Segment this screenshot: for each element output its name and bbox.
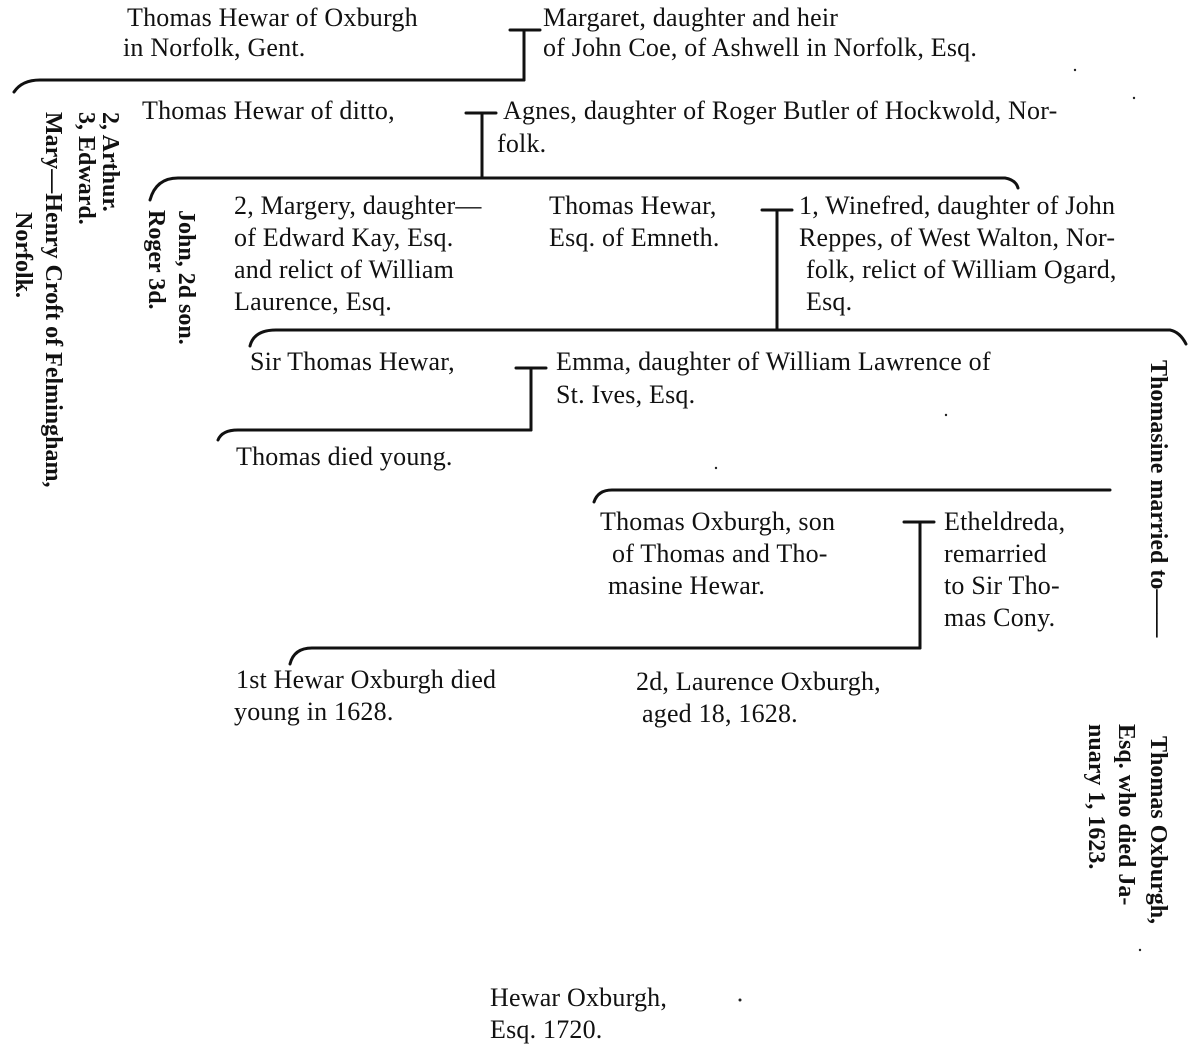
children-bracket-gen1 bbox=[14, 80, 524, 92]
children-bracket-gen3 bbox=[250, 330, 1186, 346]
thomasine-husband-line3: nuary 1, 1623. bbox=[1083, 724, 1109, 870]
gen2-sibling-arthur: 2, Arthur. bbox=[97, 112, 123, 212]
gen3-second-wife-line1: 2, Margery, daughter— bbox=[234, 191, 482, 220]
gen5-wife-line4: mas Cony. bbox=[944, 603, 1056, 632]
thomasine-husband-line2: Esq. who died Ja- bbox=[1113, 724, 1139, 906]
gen6-second-son-line2: aged 18, 1628. bbox=[642, 699, 798, 728]
gen4-wife-line2: St. Ives, Esq. bbox=[556, 380, 696, 409]
gen3-first-wife-line1: 1, Winefred, daughter of John bbox=[799, 191, 1116, 220]
children-bracket-gen4 bbox=[218, 430, 531, 440]
gen5-wife-line3: to Sir Tho- bbox=[944, 571, 1060, 600]
gen2-husband: Thomas Hewar of ditto, bbox=[142, 96, 395, 125]
gen1-wife-line1: Margaret, daughter and heir bbox=[543, 3, 839, 32]
gen3-second-wife-line2: of Edward Kay, Esq. bbox=[234, 223, 454, 252]
gen4-child: Thomas died young. bbox=[236, 442, 453, 471]
gen5-husband-line2: of Thomas and Tho- bbox=[612, 539, 828, 568]
gen6-second-son-line1: 2d, Laurence Oxburgh, bbox=[636, 667, 881, 696]
gen7-descendant-line2: Esq. 1720. bbox=[490, 1015, 603, 1044]
gen4-wife-line1: Emma, daughter of William Lawrence of bbox=[556, 347, 991, 376]
gen5-husband-line3: masine Hewar. bbox=[608, 571, 766, 600]
gen5-wife-line1: Etheldreda, bbox=[944, 507, 1066, 536]
thomasine-husband-line1: Thomas Oxburgh, bbox=[1145, 736, 1171, 925]
gen3-husband-line2: Esq. of Emneth. bbox=[549, 223, 720, 252]
gen4-husband: Sir Thomas Hewar, bbox=[250, 347, 455, 376]
children-bracket-thomasine bbox=[594, 490, 1110, 502]
gen1-husband-line1: Thomas Hewar of Oxburgh bbox=[127, 3, 418, 32]
gen1-husband-line2: in Norfolk, Gent. bbox=[123, 33, 306, 62]
gen3-sibling-john: John, 2d son. bbox=[173, 210, 199, 345]
gen5-wife-line2: remarried bbox=[944, 539, 1047, 568]
thomasine-married: Thomasine married to—— bbox=[1145, 360, 1171, 638]
gen6-first-son-line2: young in 1628. bbox=[234, 697, 394, 726]
children-bracket-gen5 bbox=[290, 648, 920, 664]
gen2-sibling-edward: 3, Edward. bbox=[73, 112, 99, 225]
gen1-wife-line2: of John Coe, of Ashwell in Norfolk, Esq. bbox=[543, 33, 978, 62]
gen7-descendant-line1: Hewar Oxburgh, bbox=[490, 983, 668, 1012]
gen3-first-wife-line4: Esq. bbox=[806, 287, 853, 316]
gen2-sibling-mary: Mary—Henry Croft of Felmingham, bbox=[40, 112, 66, 488]
gen3-first-wife-line3: folk, relict of William Ogard, bbox=[806, 255, 1117, 284]
gen3-first-wife-line2: Reppes, of West Walton, Nor- bbox=[799, 223, 1116, 252]
gen3-husband-line1: Thomas Hewar, bbox=[549, 191, 717, 220]
gen6-first-son-line1: 1st Hewar Oxburgh died bbox=[236, 665, 497, 694]
gen2-sibling-mary-line2: Norfolk. bbox=[10, 212, 36, 298]
gen2-wife-line1: Agnes, daughter of Roger Butler of Hockwold, Nor- bbox=[503, 96, 1058, 125]
gen3-sibling-roger: Roger 3d. bbox=[143, 210, 169, 310]
gen5-husband-line1: Thomas Oxburgh, son bbox=[600, 507, 836, 536]
gen2-wife-line2: folk. bbox=[497, 129, 547, 158]
gen3-second-wife-line3: and relict of William bbox=[234, 255, 454, 284]
gen3-second-wife-line4: Laurence, Esq. bbox=[234, 287, 393, 316]
